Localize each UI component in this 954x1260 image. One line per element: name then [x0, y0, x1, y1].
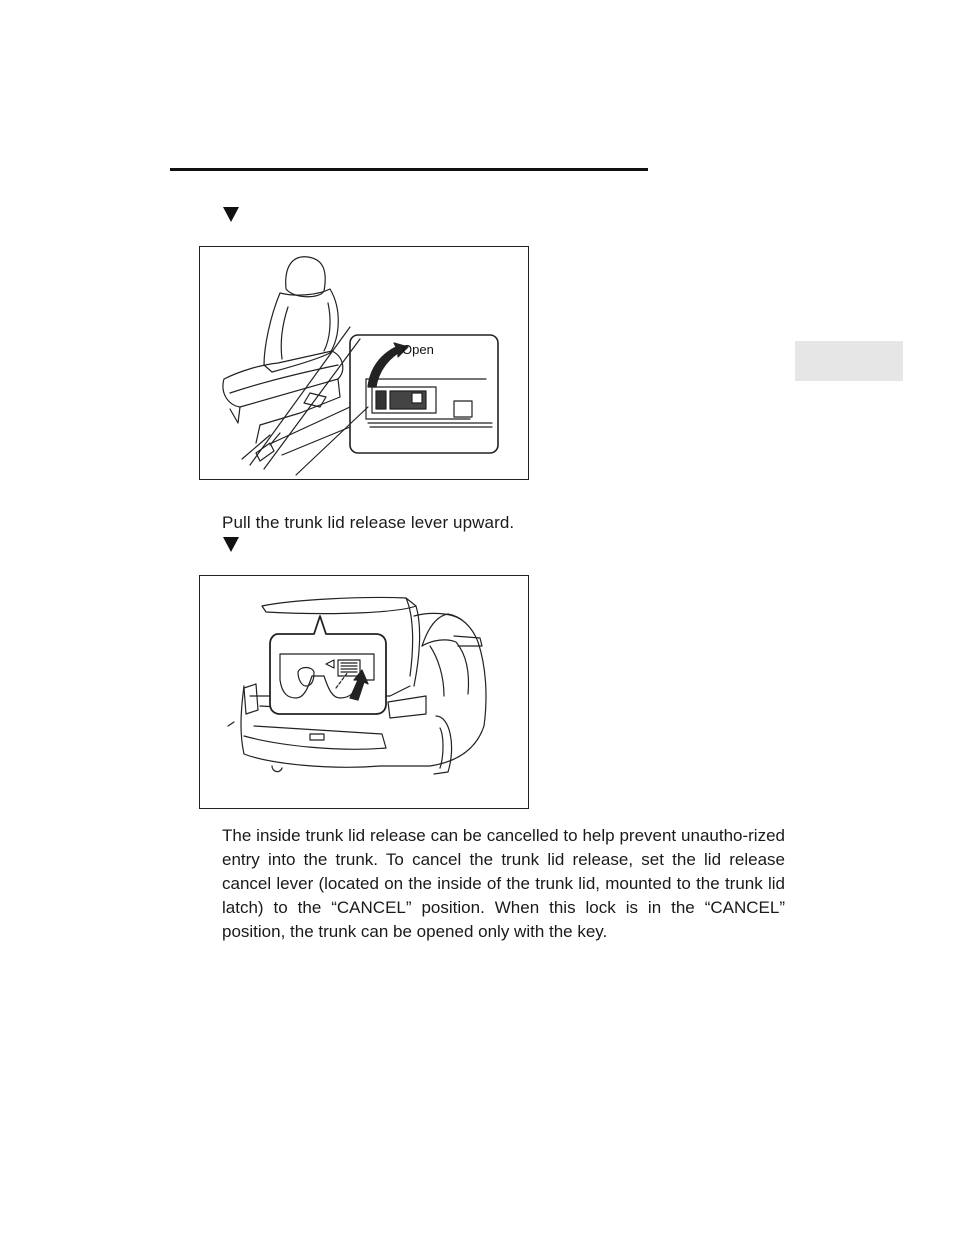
figure-trunk-release-lever — [199, 246, 529, 480]
triangle-bullet-icon — [222, 535, 240, 553]
triangle-bullet-icon — [222, 205, 240, 223]
section-rule — [170, 168, 648, 171]
chapter-tab — [795, 341, 903, 381]
body-paragraph: The inside trunk lid release can be cancelled to help prevent unautho-rized entry into the trunk. To cancel the trunk lid release, set the lid release cancel lever (located on the inside of the trunk lid, mounted to the trunk lid latch) to the “CANCEL” position. When this lock is in the “CANCEL” position, the trunk can be opened only with the key. — [222, 826, 785, 941]
figure-trunk-latch-cancel-lever — [199, 575, 529, 809]
figure-caption: Pull the trunk lid release lever upward. — [222, 513, 515, 532]
open-label: Open — [402, 342, 434, 357]
